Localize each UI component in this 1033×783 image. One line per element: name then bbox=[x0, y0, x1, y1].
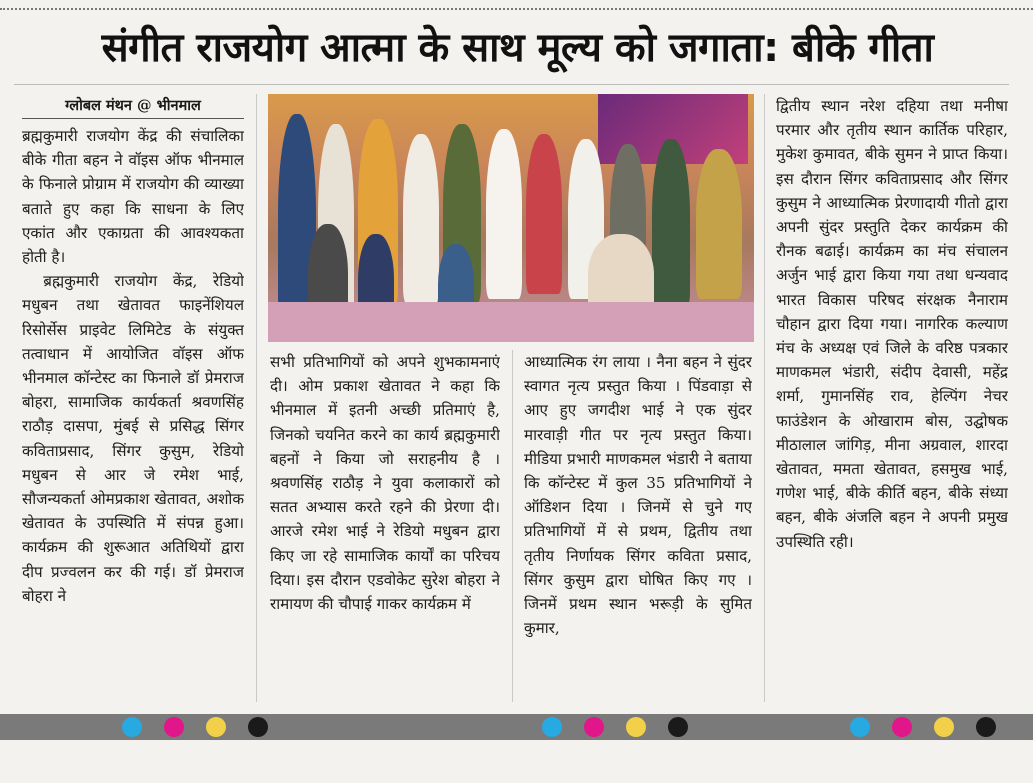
registration-strip bbox=[0, 714, 1033, 740]
registration-dot-black bbox=[248, 717, 268, 737]
article-column-4 bbox=[776, 94, 1008, 702]
headline: संगीत राजयोग आत्मा के साथ मूल्य को जगाता: बीके गीता bbox=[101, 25, 934, 71]
photo-person bbox=[652, 139, 690, 309]
column-2-paragraph-1: सभी प्रतिभागियों को अपने शुभकामनाएं दी। ओम प्रकाश खेतावत ने कहा कि भीनमाल में इतनी अच्छी प्रतिमाएं है, जिनको चयनित करने का कार्य ब्रह्मकुमारी बहनों ने किया जो सराहनीय है । श्रवणसिंह राठौड़ ने युवा कलाकारों को सतत अभ्यास करते रहने की प्रेरणा दी। आरजे रमेश भाई ने रेडियो मधुबन द्वारा किए जा रहे सामाजिक कार्यों का परिचय दिया। इस दौरान एडवोकेट सुरेश बोहरा ने रामायण की चौपाई गाकर कार्यक्रम में bbox=[270, 353, 500, 614]
article-column-3 bbox=[524, 350, 752, 702]
headline-rule bbox=[14, 84, 1009, 85]
photo-person bbox=[403, 134, 439, 304]
column-separator bbox=[512, 350, 513, 702]
registration-dot-magenta bbox=[584, 717, 604, 737]
registration-dot-magenta bbox=[164, 717, 184, 737]
column-1-paragraph-1: ब्रह्मकुमारी राजयोग केंद्र की संचालिका बीके गीता बहन ने वॉइस ऑफ भीनमाल के फिनाले प्रोग्राम में राजयोग की व्याख्या बताते हुए कहा कि साधना के लिए एकांत और एकाग्रता की आवश्यकता होती है। bbox=[22, 127, 244, 267]
registration-dot-cyan bbox=[122, 717, 142, 737]
column-1-paragraph-2: ब्रह्मकुमारी राजयोग केंद्र, रेडियो मधुबन तथा खेतावत फाइनेंशियल रिसोर्सेस प्राइवेट लिमिटेड के संयुक्त तत्वाधान में आयोजित वॉइस ऑफ भीनमाल कॉन्टेस्ट का फिनाले डॉ प्रेमराज बोहरा, सामाजिक कार्यकर्ता श्रवणसिंह राठौड़ दासपा, मुंबई से प्रसिद्ध सिंगर कविताप्रसाद, सिंगर कुसुम, रेडियो मधुबन से आर जे रमेश भाई, सौजन्यकर्ता ओमप्रकाश खेतावत, अशोक खेतावत के उपस्थिति में संपन्न हुआ। कार्यक्रम की शुरूआत अतिथियों द्वारा दीप प्रज्वलन कर की गई। डॉ प्रेमराज बोहरा ने bbox=[22, 272, 244, 605]
article-column-2 bbox=[270, 350, 500, 702]
event-photo bbox=[268, 94, 754, 342]
top-dotted-rule bbox=[0, 8, 1033, 10]
column-separator bbox=[764, 94, 765, 702]
article-column-1 bbox=[22, 124, 244, 702]
registration-dot-yellow bbox=[934, 717, 954, 737]
registration-dot-magenta bbox=[892, 717, 912, 737]
photo-person bbox=[486, 129, 522, 299]
registration-dot-cyan bbox=[542, 717, 562, 737]
registration-dot-yellow bbox=[626, 717, 646, 737]
photo-person bbox=[526, 134, 562, 294]
column-separator bbox=[256, 94, 257, 702]
byline: ग्लोबल मंथन @ भीनमाल bbox=[22, 94, 244, 119]
registration-dot-yellow bbox=[206, 717, 226, 737]
photo-floor bbox=[268, 302, 754, 342]
column-4-paragraph-1: द्वितीय स्थान नरेश दहिया तथा मनीषा परमार और तृतीय स्थान कार्तिक परिहार, मुकेश कुमावत, बीके सुमन ने प्राप्त किया। इस दौरान सिंगर कविताप्रसाद और सिंगर कुसुम ने आध्यात्मिक प्रेरणादायी गीतो द्वारा अपनी सुंदर प्रस्तुति देकर कार्यक्रम की रौनक बढाई। कार्यक्रम का मंच संचालन अर्जुन भाई द्वारा किया गया तथा धन्यवाद भारत विकास परिषद संरक्षक नैनाराम चौहान द्वारा दिया गया। नागरिक कल्याण मंच के अध्यक्ष एवं जिले के वरिष्ठ पत्रकार माणकमल भंडारी, संदीप देवासी, महेंद्र शर्मा, गुमानसिंह राव, हेल्पिंग नेचर फाउंडेशन के ओखाराम बोस, उद्घोषक मीठालाल जांगिड़, मीना अग्रवाल, शारदा खेतावत, ममता खेतावत, हसमुख भाई, गणेश भाई, बीके कीर्ति बहन, बीके संध्या बहन, बीके अंजलि बहन ने अपनी प्रमुख उपस्थिति रही। bbox=[776, 97, 1008, 551]
photo-person bbox=[696, 149, 742, 299]
column-3-paragraph-1: आध्यात्मिक रंग लाया । नैना बहन ने सुंदर स्वागत नृत्य प्रस्तुत किया । पिंडवाड़ा से आए हुए जगदीश भाई ने एक सुंदर मारवाड़ी गीत पर नृत्य प्रस्तुत किया। मीडिया प्रभारी माणकमल भंडारी ने बताया कि कॉन्टेस्ट में कुल 35 प्रतिभागियों ने ऑडिशन दिया । जिनमें से चुने गए प्रतिभागियों में से प्रथम, द्वितीय तथा तृतीय निर्णायक सिंगर कविता प्रसाद, सिंगर कुसुम द्वारा घोषित किए गए । जिनमें प्रथम स्थान भरूड़ी के सुमित कुमार, bbox=[524, 353, 752, 638]
registration-dot-black bbox=[668, 717, 688, 737]
registration-dot-cyan bbox=[850, 717, 870, 737]
registration-dot-black bbox=[976, 717, 996, 737]
